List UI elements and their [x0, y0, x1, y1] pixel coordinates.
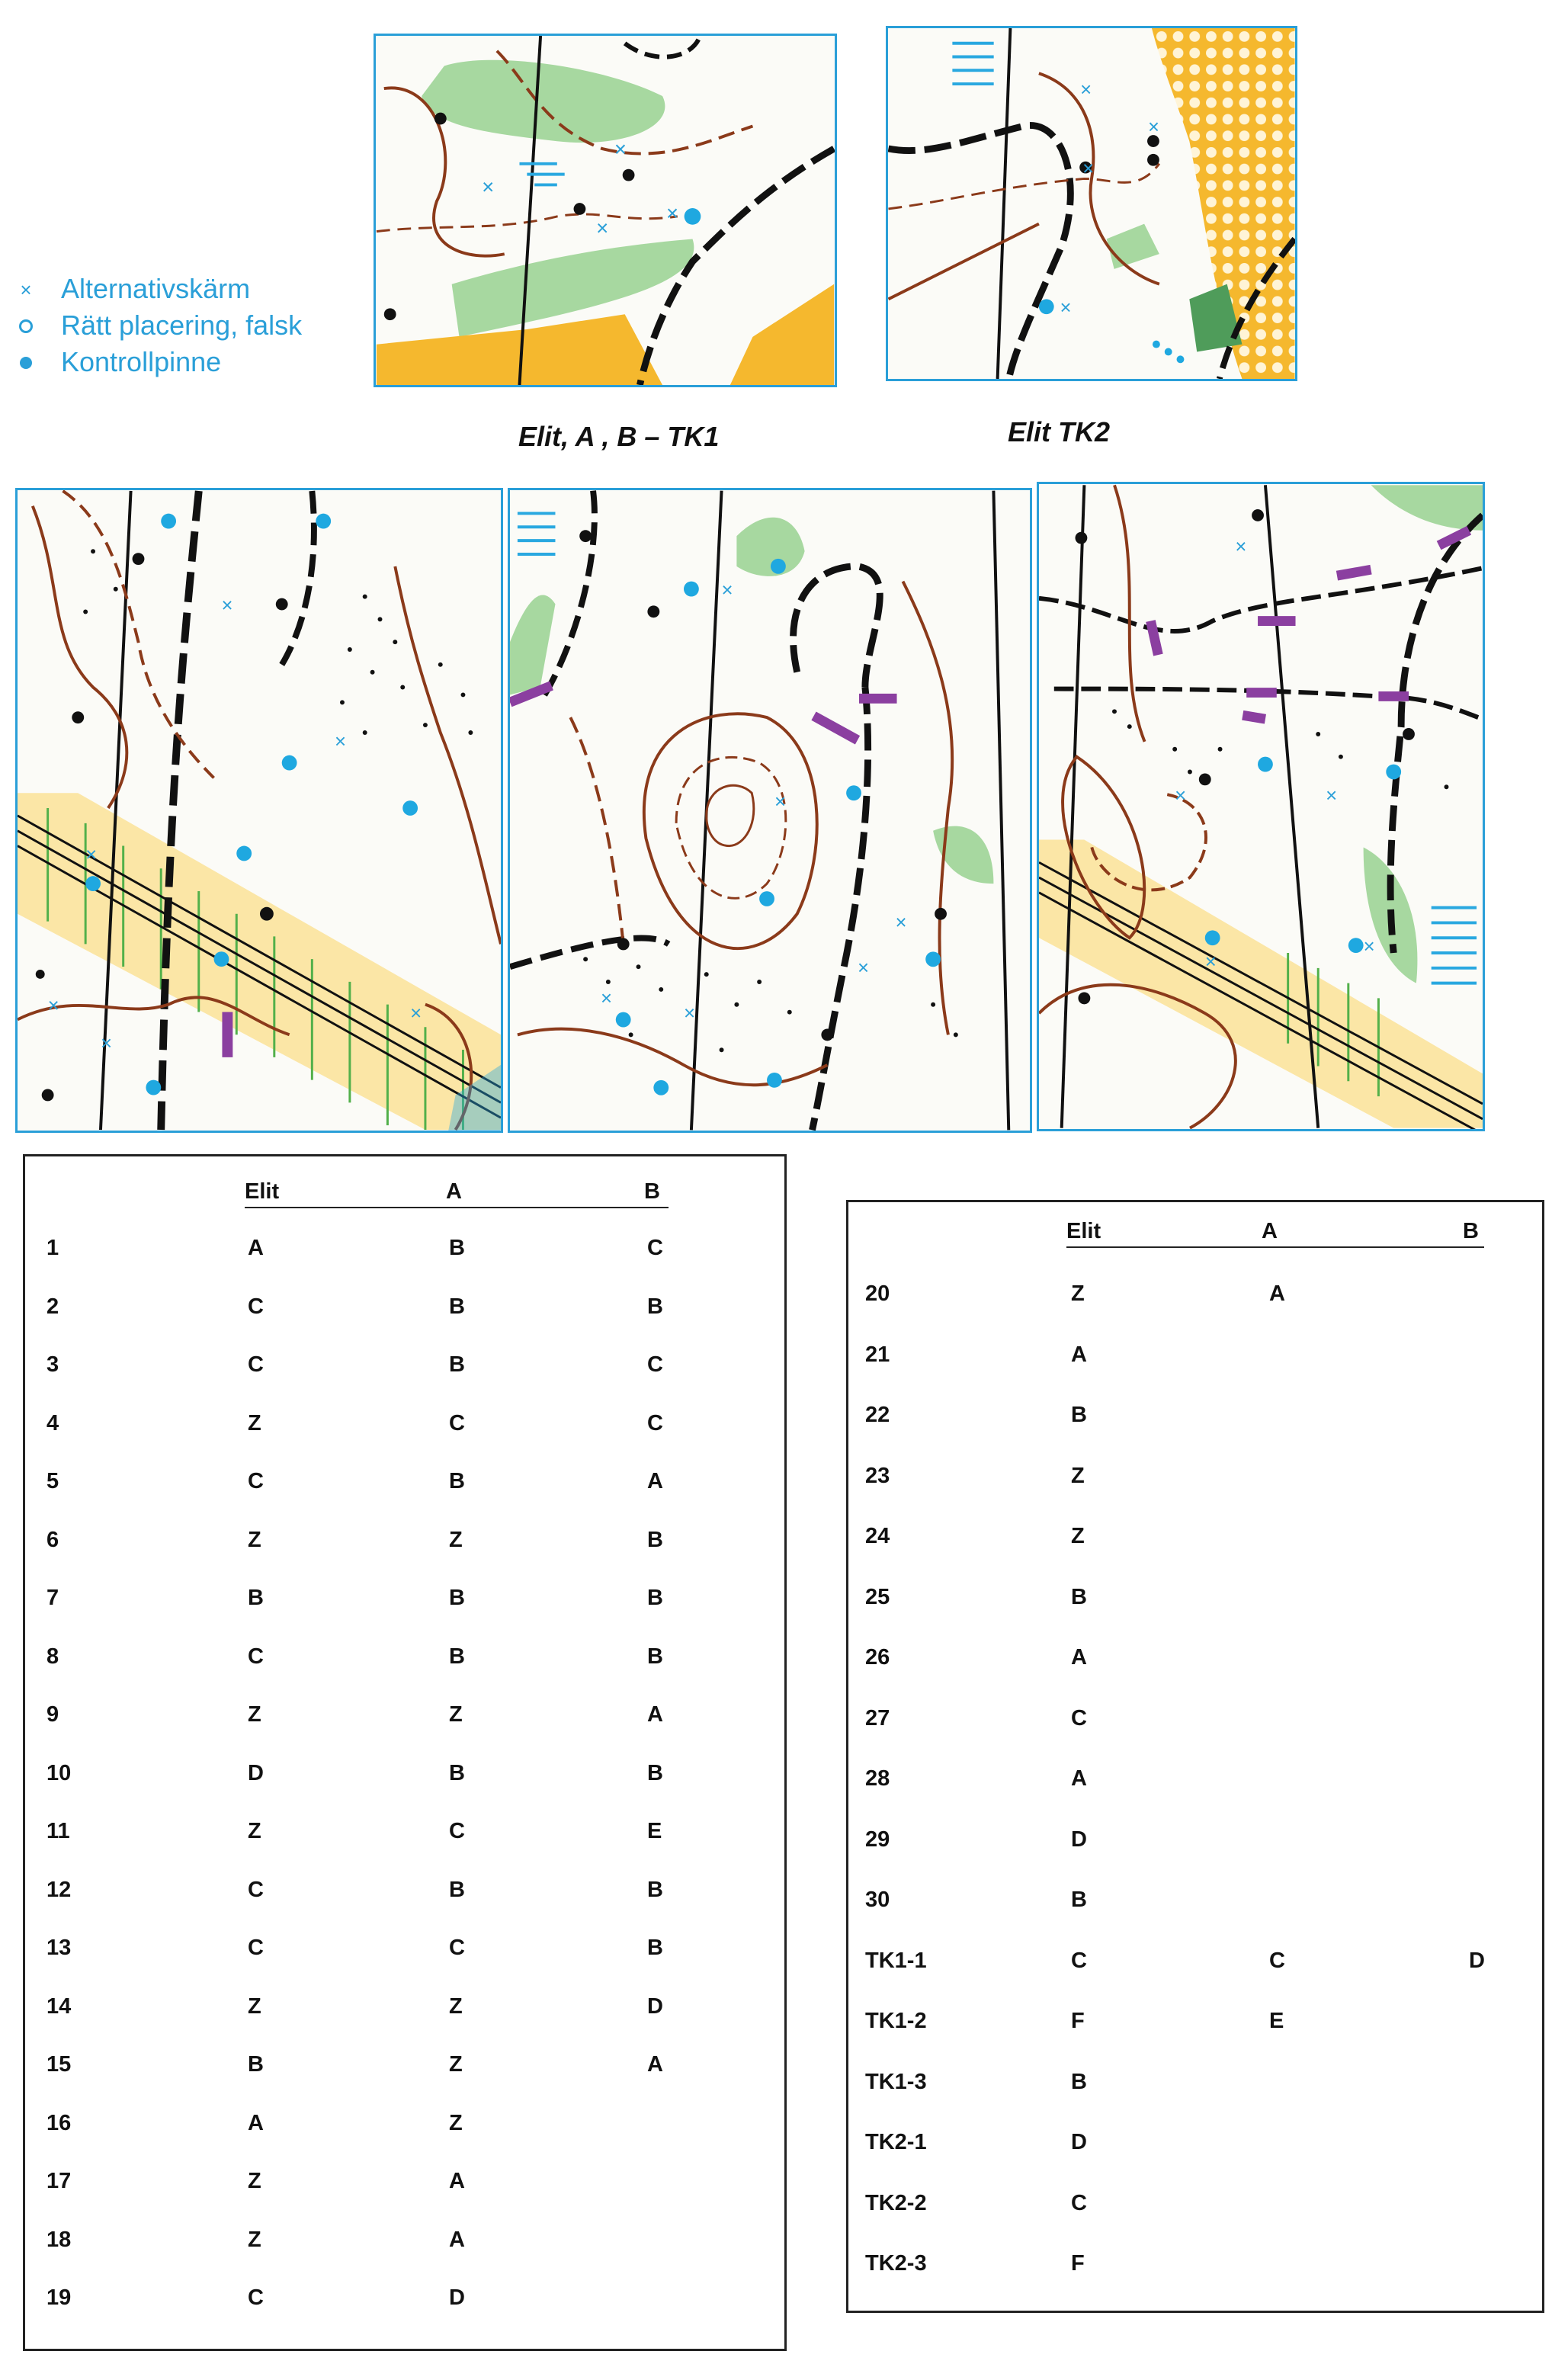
answer-elit: D	[248, 1760, 264, 1785]
map-panel-right-drawing	[1039, 484, 1483, 1129]
ring-symbol-icon	[17, 317, 35, 335]
answer-b: B	[647, 1936, 663, 1960]
map-tk1-drawing	[376, 36, 835, 385]
row-number: TK2-3	[865, 2251, 927, 2276]
row-number: 3	[46, 1352, 59, 1377]
answer-elit: C	[1071, 2190, 1087, 2215]
answer-elit: B	[1071, 1584, 1087, 1609]
answer-elit: Z	[1071, 1524, 1085, 1548]
answer-elit: A	[1071, 1342, 1087, 1367]
row-number: 9	[46, 1702, 59, 1727]
svg-text:×: ×	[1148, 117, 1160, 139]
answer-elit: F	[1071, 2009, 1085, 2033]
caption-tk1: Elit, A , B – TK1	[518, 421, 720, 452]
header-elit: Elit	[245, 1179, 280, 1204]
row-number: 27	[865, 1705, 890, 1730]
svg-text:×: ×	[774, 791, 786, 813]
header-rule	[245, 1207, 669, 1208]
answer-a: Z	[449, 1702, 463, 1727]
svg-text:×: ×	[1326, 785, 1338, 807]
row-number: 5	[46, 1469, 59, 1493]
svg-text:×: ×	[857, 957, 870, 980]
row-number: 8	[46, 1644, 59, 1669]
header-a: A	[446, 1179, 462, 1204]
svg-text:×: ×	[85, 844, 98, 866]
map-panel-middle-drawing	[510, 490, 1030, 1131]
row-number: 29	[865, 1827, 890, 1852]
svg-text:×: ×	[665, 200, 679, 225]
row-number: TK1-3	[865, 2069, 927, 2094]
row-number: 16	[46, 2110, 72, 2135]
header-rule	[1066, 1246, 1484, 1248]
answer-elit: C	[248, 1352, 264, 1377]
answer-a: Z	[449, 1994, 463, 2019]
answer-elit: C	[248, 1936, 264, 1960]
answer-elit: Z	[248, 2227, 261, 2252]
answer-a: C	[449, 1410, 465, 1435]
answer-a: B	[449, 1644, 465, 1669]
row-number: 19	[46, 2285, 72, 2310]
answer-elit: C	[1071, 1705, 1087, 1730]
answer-elit: Z	[1071, 1463, 1085, 1488]
row-number: 13	[46, 1936, 72, 1960]
answer-a: E	[1269, 2009, 1284, 2033]
answer-b: A	[647, 1702, 663, 1727]
answer-elit: B	[1071, 1888, 1087, 1912]
svg-text:×: ×	[1060, 297, 1072, 319]
header-b: B	[644, 1179, 660, 1204]
map-tk1	[374, 34, 837, 387]
answer-a: C	[1269, 1948, 1285, 1973]
answer-elit: Z	[1071, 1281, 1085, 1306]
answer-a: C	[449, 1819, 465, 1843]
row-number: 11	[46, 1819, 70, 1843]
svg-text:×: ×	[1080, 79, 1092, 101]
svg-text:×: ×	[410, 1002, 422, 1025]
answer-a: Z	[449, 1527, 463, 1552]
header-a: A	[1262, 1219, 1278, 1243]
row-number: 22	[865, 1403, 890, 1427]
svg-text:×: ×	[100, 1033, 113, 1055]
answer-elit: A	[1071, 1645, 1087, 1670]
answer-a: B	[449, 1586, 465, 1610]
row-number: 12	[46, 1877, 72, 1902]
answer-elit: A	[248, 1236, 264, 1260]
row-number: 23	[865, 1463, 890, 1488]
answer-elit: C	[248, 1294, 264, 1319]
cross-symbol-icon: ×	[20, 278, 32, 301]
answer-elit: B	[248, 1586, 264, 1610]
svg-text:×: ×	[1175, 785, 1187, 807]
answer-a: B	[449, 1352, 465, 1377]
svg-text:×: ×	[221, 595, 233, 617]
answer-a: A	[449, 2169, 465, 2193]
row-number: 10	[46, 1760, 72, 1785]
svg-text:×: ×	[1204, 951, 1217, 973]
answer-elit: C	[248, 1877, 264, 1902]
answer-b: A	[647, 2052, 663, 2077]
answer-a: C	[449, 1936, 465, 1960]
answer-a: B	[449, 1469, 465, 1493]
answer-elit: A	[248, 2110, 264, 2135]
answer-a: B	[449, 1236, 465, 1260]
answer-elit: C	[248, 1469, 264, 1493]
row-number: 4	[46, 1410, 59, 1435]
row-number: 24	[865, 1524, 890, 1548]
answer-elit: B	[248, 2052, 264, 2077]
legend-label: Alternativskärm	[61, 273, 251, 304]
row-number: 14	[46, 1994, 72, 2019]
answer-a: Z	[449, 2052, 463, 2077]
answer-a: Z	[449, 2110, 463, 2135]
answer-a: A	[449, 2227, 465, 2252]
row-number: TK2-2	[865, 2190, 927, 2215]
row-number: 30	[865, 1888, 890, 1912]
answer-b: B	[647, 1294, 663, 1319]
row-number: 18	[46, 2227, 72, 2252]
header-b: B	[1463, 1219, 1479, 1243]
header-elit: Elit	[1066, 1219, 1101, 1243]
svg-text:×: ×	[482, 175, 495, 199]
svg-text:×: ×	[596, 216, 609, 240]
answer-elit: Z	[248, 2169, 261, 2193]
row-number: TK1-2	[865, 2009, 927, 2033]
answer-b: B	[647, 1877, 663, 1902]
answer-b: B	[647, 1644, 663, 1669]
answer-b: C	[647, 1352, 663, 1377]
answer-b: D	[1469, 1948, 1485, 1973]
row-number: 6	[46, 1527, 59, 1552]
row-number: 2	[46, 1294, 59, 1319]
legend-label: Rätt placering, falsk	[61, 310, 303, 341]
svg-text:×: ×	[600, 987, 613, 1009]
row-number: 28	[865, 1766, 890, 1791]
answer-table-right	[846, 1200, 1544, 2313]
svg-text:×: ×	[721, 579, 733, 601]
answer-elit: C	[248, 2285, 264, 2310]
answer-b: B	[647, 1760, 663, 1785]
answer-b: C	[647, 1236, 663, 1260]
answer-elit: Z	[248, 1527, 261, 1552]
answer-a: B	[449, 1294, 465, 1319]
answer-elit: B	[1071, 2069, 1087, 2094]
answer-elit: Z	[248, 1819, 261, 1843]
map-panel-left	[15, 488, 503, 1133]
dot-symbol-icon	[17, 354, 35, 372]
legend-label: Kontrollpinne	[61, 346, 222, 377]
svg-text:×: ×	[683, 1002, 696, 1025]
svg-text:×: ×	[1082, 158, 1095, 180]
answer-b: D	[647, 1994, 663, 2019]
answer-b: A	[647, 1469, 663, 1493]
answer-a: B	[449, 1877, 465, 1902]
answer-elit: D	[1071, 2130, 1087, 2154]
answer-table-left	[23, 1154, 787, 2351]
row-number: 15	[46, 2052, 72, 2077]
row-number: 25	[865, 1584, 890, 1609]
answer-elit: Z	[248, 1702, 261, 1727]
row-number: 17	[46, 2169, 72, 2193]
caption-tk2: Elit TK2	[1008, 416, 1111, 447]
answer-a: A	[1269, 1281, 1285, 1306]
answer-a: D	[449, 2285, 465, 2310]
map-panel-right	[1037, 482, 1485, 1131]
answer-elit: D	[1071, 1827, 1087, 1852]
row-number: 26	[865, 1645, 890, 1670]
answer-a: B	[449, 1760, 465, 1785]
map-panel-middle	[508, 488, 1032, 1133]
answer-elit: B	[1071, 1403, 1087, 1427]
svg-text:×: ×	[335, 730, 347, 752]
row-number: TK1-1	[865, 1948, 927, 1973]
svg-text:×: ×	[614, 136, 627, 161]
answer-elit: Z	[248, 1410, 261, 1435]
answer-b: C	[647, 1410, 663, 1435]
svg-text:×: ×	[1235, 536, 1247, 558]
answer-elit: F	[1071, 2251, 1085, 2276]
map-panel-left-drawing	[18, 490, 501, 1131]
row-number: 21	[865, 1342, 890, 1367]
row-number: 7	[46, 1586, 59, 1610]
row-number: TK2-1	[865, 2130, 927, 2154]
answer-elit: A	[1071, 1766, 1087, 1791]
svg-text:×: ×	[895, 912, 907, 934]
row-number: 1	[46, 1236, 59, 1260]
svg-text:×: ×	[47, 995, 59, 1017]
svg-text:×: ×	[1363, 936, 1375, 958]
map-tk2	[886, 26, 1297, 381]
answer-b: B	[647, 1586, 663, 1610]
answer-b: E	[647, 1819, 662, 1843]
row-number: 20	[865, 1281, 890, 1306]
answer-elit: C	[1071, 1948, 1087, 1973]
answer-elit: C	[248, 1644, 264, 1669]
answer-b: B	[647, 1527, 663, 1552]
answer-elit: Z	[248, 1994, 261, 2019]
map-tk2-drawing	[888, 28, 1295, 379]
